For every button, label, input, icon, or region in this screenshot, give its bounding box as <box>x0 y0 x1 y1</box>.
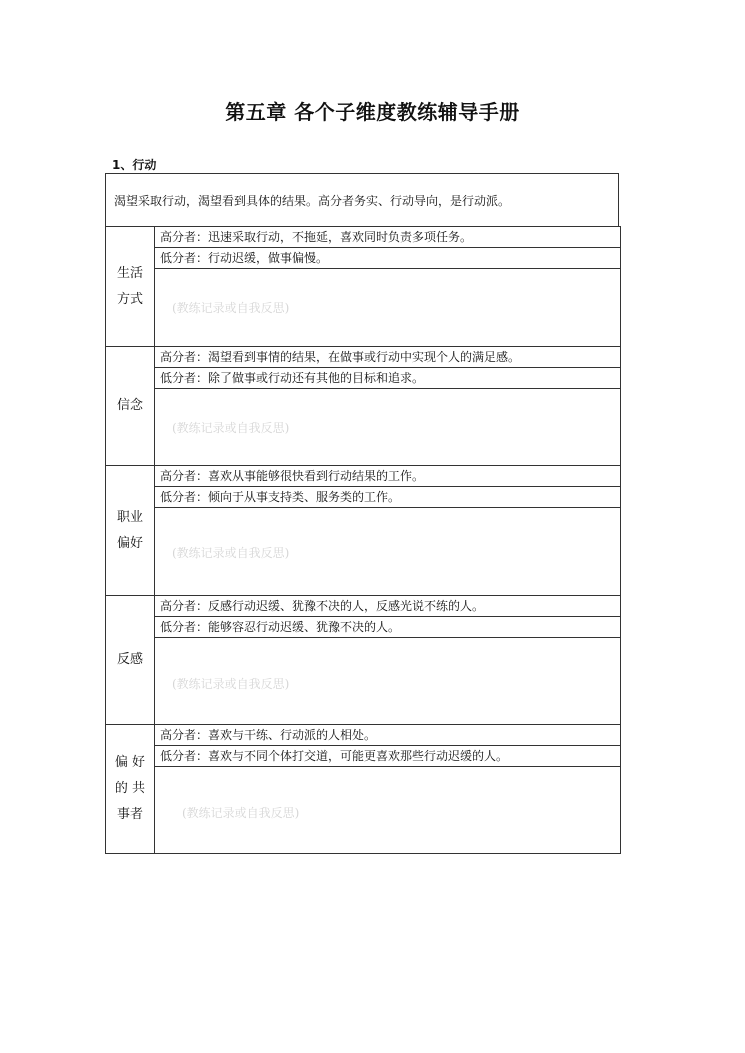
note-placeholder[interactable]: (教练记录或自我反思) <box>172 421 290 435</box>
block-label: 信念 <box>106 347 155 465</box>
block-label: 偏 好 的 共 事者 <box>106 725 155 853</box>
high-score-row: 高分者：反感行动迟缓、犹豫不决的人，反感光说不练的人。 <box>154 596 620 617</box>
block-lifestyle <box>105 226 621 346</box>
block-preferred-coworker <box>105 724 621 854</box>
page-title: 第五章 各个子维度教练辅导手册 <box>225 100 520 124</box>
note-placeholder[interactable]: (教练记录或自我反思) <box>172 546 290 560</box>
note-placeholder[interactable]: (教练记录或自我反思) <box>172 677 290 691</box>
low-score-row: 低分者：行动迟缓，做事偏慢。 <box>154 248 620 269</box>
block-career <box>105 465 621 595</box>
high-score-row: 高分者：喜欢与干练、行动派的人相处。 <box>154 725 620 746</box>
block-label: 生活 方式 <box>106 227 155 346</box>
block-belief <box>105 346 621 465</box>
low-score-row: 低分者：除了做事或行动还有其他的目标和追求。 <box>154 368 620 389</box>
high-score-row: 高分者：渴望看到事情的结果，在做事或行动中实现个人的满足感。 <box>154 347 620 368</box>
section-heading: 1、行动 <box>112 158 157 172</box>
low-score-row: 低分者：能够容忍行动迟缓、犹豫不决的人。 <box>154 617 620 638</box>
intro-text: 渴望采取行动，渴望看到具体的结果。高分者务实、行动导向，是行动派。 <box>105 173 619 226</box>
low-score-row: 低分者：喜欢与不同个体打交道，可能更喜欢那些行动迟缓的人。 <box>154 746 620 767</box>
high-score-row: 高分者：迅速采取行动，不拖延，喜欢同时负责多项任务。 <box>154 227 620 248</box>
block-dislike <box>105 595 621 724</box>
note-placeholder[interactable]: (教练记录或自我反思) <box>172 301 290 315</box>
note-placeholder[interactable]: (教练记录或自我反思) <box>182 806 300 820</box>
block-label: 反感 <box>106 596 155 724</box>
low-score-row: 低分者：倾向于从事支持类、服务类的工作。 <box>154 487 620 508</box>
high-score-row: 高分者：喜欢从事能够很快看到行动结果的工作。 <box>154 466 620 487</box>
block-label: 职业 偏好 <box>106 466 155 595</box>
